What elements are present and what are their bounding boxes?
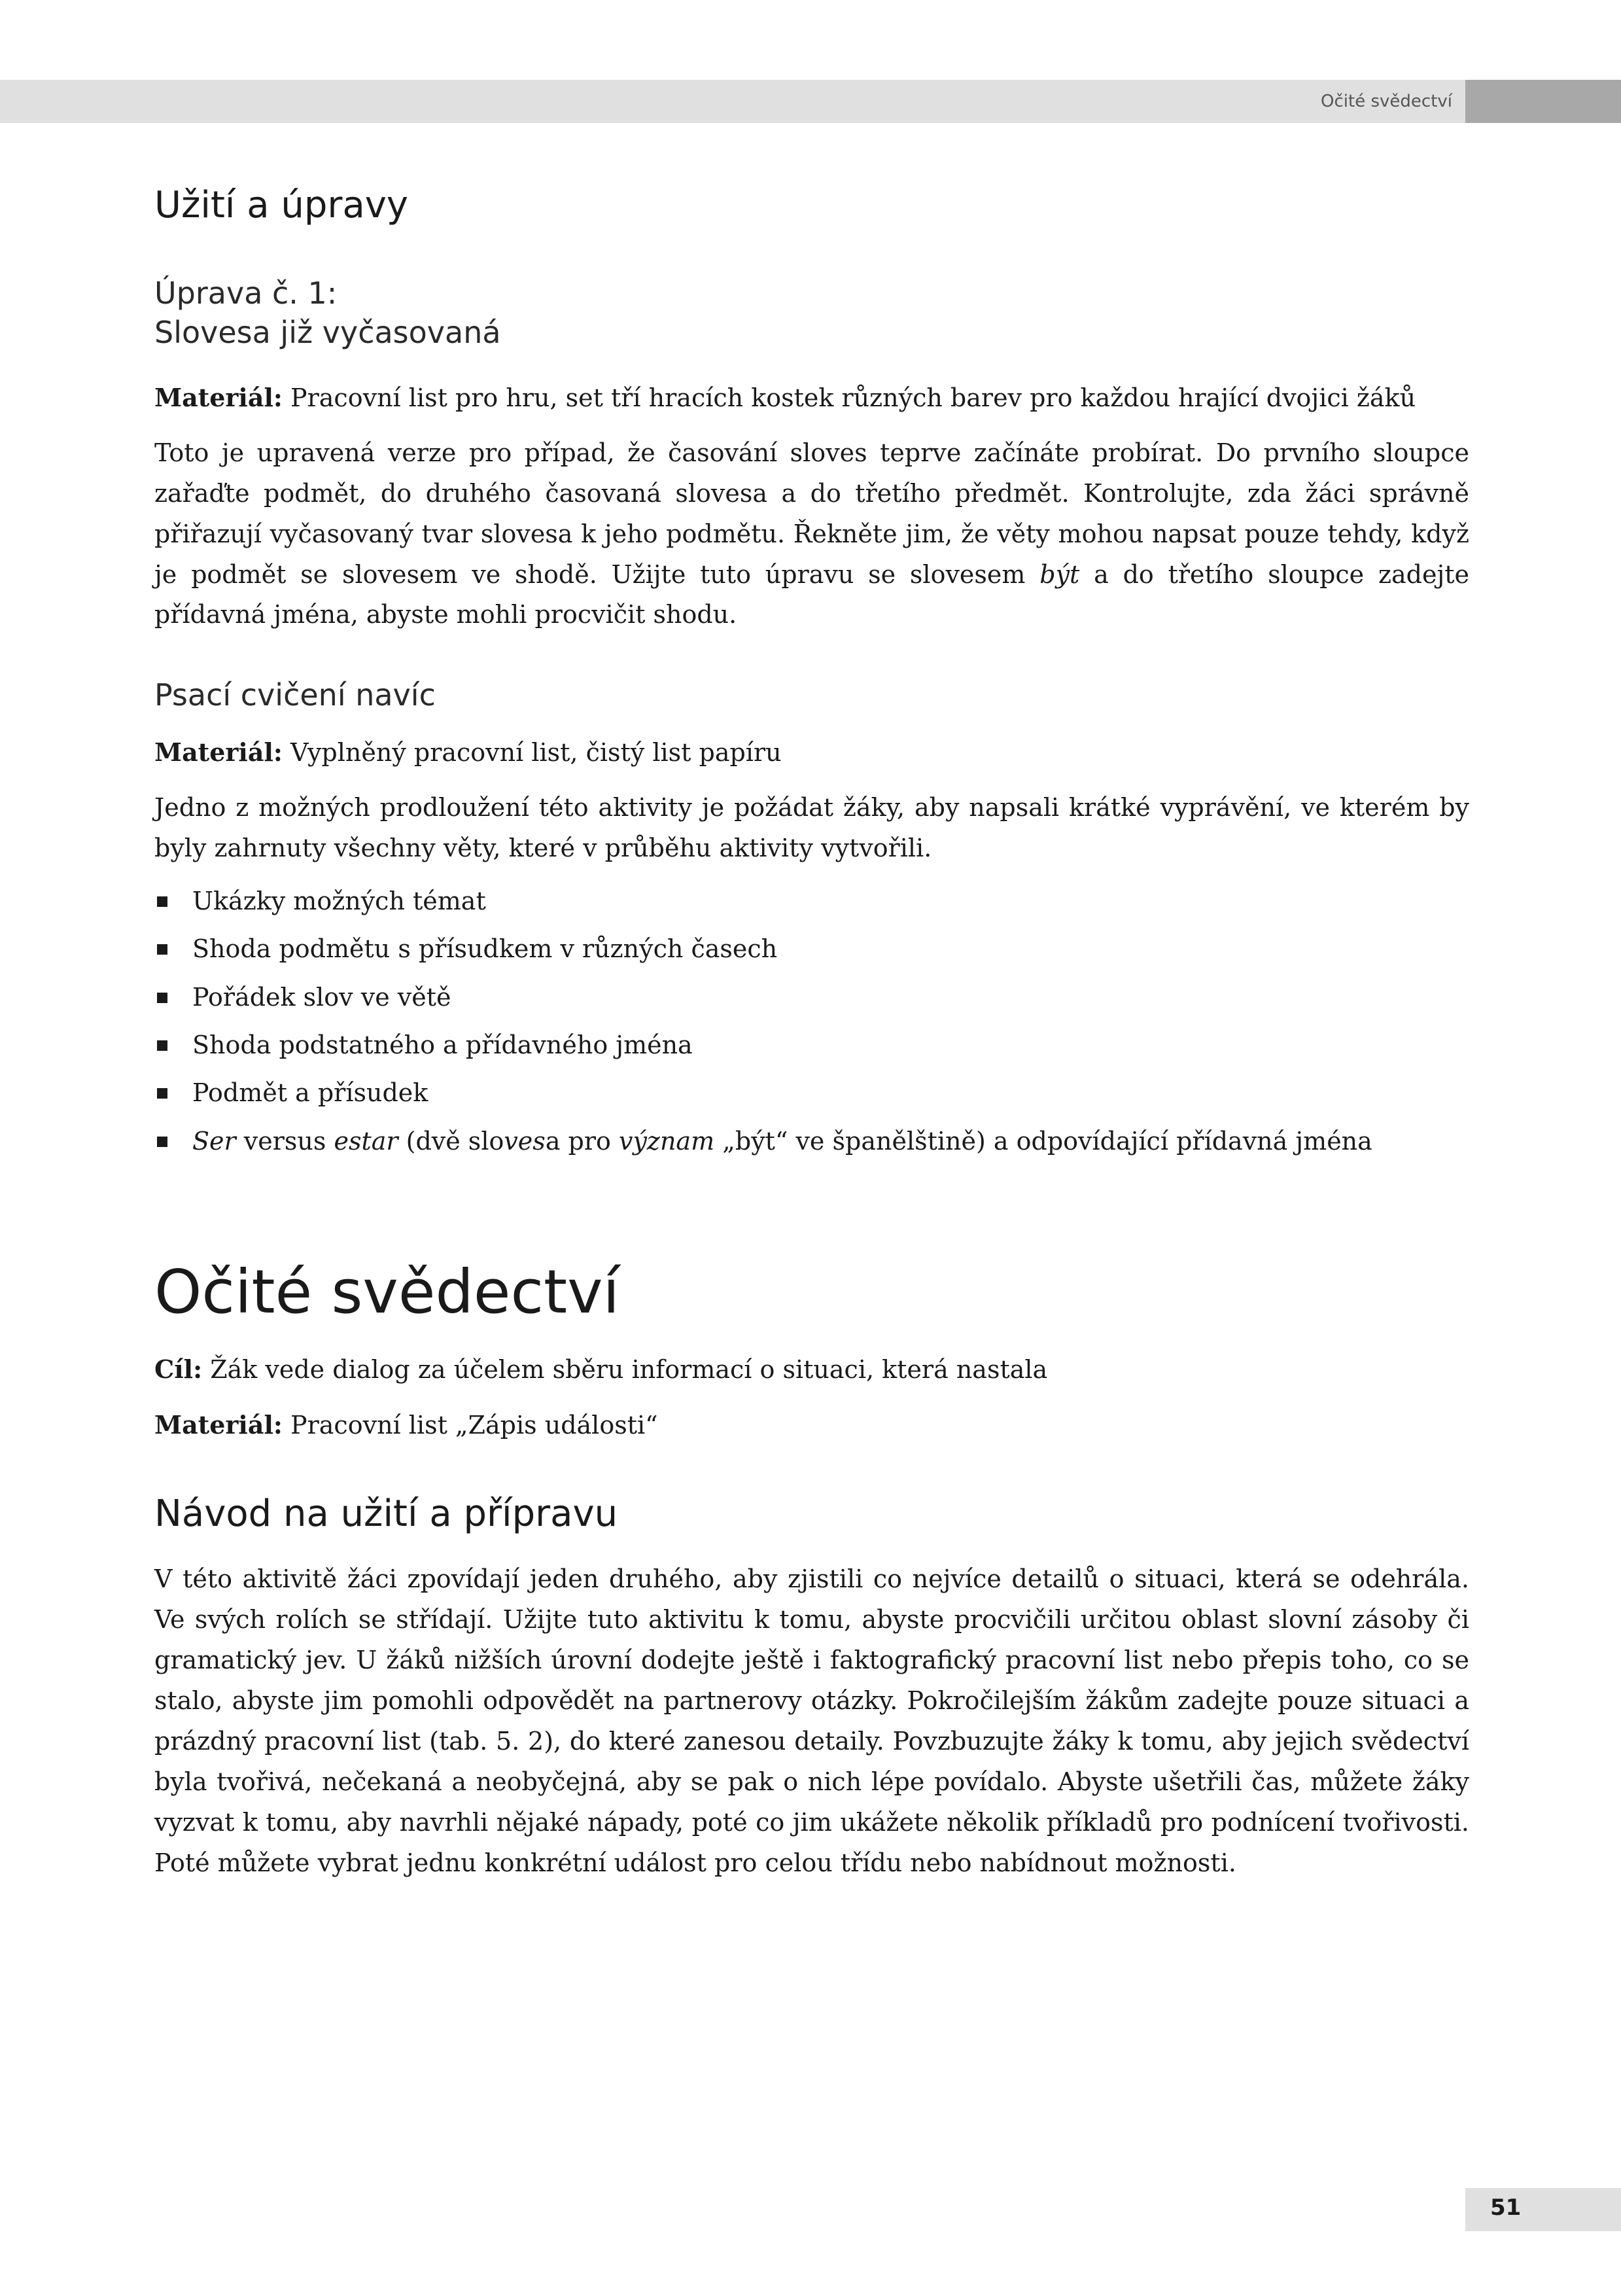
subsection-title-psaci: Psací cvičení navíc — [154, 677, 436, 713]
list-item — [154, 932, 1469, 966]
bullet-square-icon — [157, 944, 167, 955]
list-item-text: Pořádek slov ve větě — [192, 982, 451, 1012]
goal-line — [154, 1349, 1469, 1390]
topic-list — [154, 885, 1469, 1158]
goal-text: Žák vede dialog za účelem sběru informací o situaci, která nastala — [202, 1355, 1048, 1385]
running-header: Očité svědectví — [1321, 92, 1452, 111]
material-line-1 — [154, 378, 1469, 419]
list-item-text: Ukázky možných témat — [192, 887, 486, 916]
list-item — [154, 885, 1469, 918]
paragraph-psaci: Jedno z možných prodloužení této aktivity je požádat žáky, aby napsali krátké vyprávění, ve kterém by byly zahrnuty všechny věty, které v průběhu aktivity vytvořili. — [154, 793, 1469, 863]
list-item-text-italic: význam — [619, 1126, 715, 1156]
material-label: Materiál: — [154, 1410, 283, 1440]
subsection-title-uprava-line2: Slovesa již vyčasovaná — [154, 314, 501, 350]
list-item — [154, 1076, 1469, 1110]
bullet-square-icon — [157, 896, 167, 907]
list-item-text-italic: Ser — [192, 1126, 236, 1156]
page-number-box — [1465, 2188, 1621, 2231]
list-item — [154, 981, 1469, 1014]
list-item-text-italic: ves — [504, 1126, 546, 1156]
list-item-text: Shoda podstatného a přídavného jména — [192, 1030, 693, 1059]
subsection-title-uprava-line1: Úprava č. 1: — [154, 275, 338, 311]
header-bar — [0, 80, 1465, 123]
section-title-navod: Návod na užití a přípravu — [154, 1492, 618, 1536]
page-content — [154, 183, 1469, 1909]
section-title-uziti: Užití a úpravy — [154, 184, 409, 226]
goal-label: Cíl: — [154, 1354, 203, 1385]
bullet-square-icon — [157, 1137, 167, 1147]
bullet-square-icon — [157, 1040, 167, 1051]
paragraph-uprava-italic: být — [1039, 559, 1080, 589]
list-item-text: versus — [235, 1126, 334, 1156]
list-item-text: Podmět a přísudek — [192, 1078, 428, 1108]
material-label: Materiál: — [154, 382, 283, 412]
material-line-2 — [154, 732, 1469, 773]
material-label: Materiál: — [154, 737, 283, 768]
chapter-title: Očité svědectví — [154, 1256, 620, 1327]
material-line-3 — [154, 1405, 1469, 1446]
paragraph-uprava — [154, 433, 1469, 636]
list-item-text: a pro — [545, 1126, 619, 1156]
header-tab — [1465, 80, 1621, 123]
list-item — [154, 1125, 1469, 1158]
list-item-text-italic: estar — [334, 1126, 398, 1156]
list-item — [154, 1029, 1469, 1062]
list-item-text: (dvě slo — [398, 1126, 504, 1156]
paragraph-navod: V této aktivitě žáci zpovídají jeden druhého, aby zjistili co nejvíce detailů o situaci, která se odehrála. Ve svých rolích se střídají. Užijte tuto aktivitu k tomu, abyste procvičili určitou oblast slovní zásoby či gramatický jev. U žáků nižších úrovní dodejte ještě i faktografický pracovní list nebo přepis toho, co se stalo, abyste jim pomohli odpovědět na partnerovy otázky. Pokročilejším žákům zadejte pouze situaci a prázdný pracovní list (tab. 5. 2), do které zanesou detaily. Povzbuzujte žáky k tomu, aby jejich svědectví byla tvořivá, nečekaná a neobyčejná, aby se pak o nich lépe povídalo. Abyste ušetřili čas, můžete žáky vyzvat k tomu, aby navrhli nějaké nápady, poté co jim ukážete několik příkladů pro podnícení tvořivosti. Poté můžete vybrat jednu konkrétní událost pro celou třídu nebo nabídnout možnosti. — [154, 1564, 1469, 1877]
material-text: Pracovní list „Zápis události“ — [282, 1411, 658, 1440]
material-text: Vyplněný pracovní list, čistý list papíru — [282, 738, 782, 768]
paragraph-uprava-part2: a do třetího sloupce zadejte přídavná jména, abyste mohli procvičit shodu. — [154, 559, 1469, 629]
bullet-square-icon — [157, 1088, 167, 1099]
bullet-square-icon — [157, 993, 167, 1003]
list-item-text: „být“ ve španělštině) a odpovídající přídavná jména — [714, 1126, 1372, 1156]
paragraph-uprava-part1: Toto je upravená verze pro případ, že časování sloves teprve začínáte probírat. Do prvního sloupce zařaďte podmět, do druhého časovaná slovesa a do třetího předmět. Kontrolujte, zda žáci správně přiřazují vyčasovaný tvar slovesa k jeho podmětu. Řekněte jim, že věty mohou napsat pouze tehdy, když je podmět se slovesem ve shodě. Užijte tuto úpravu se slovesem — [154, 438, 1469, 589]
page-number: 51 — [1490, 2195, 1522, 2221]
material-text: Pracovní list pro hru, set tří hracích kostek různých barev pro každou hrající dvojici žáků — [282, 383, 1416, 412]
list-item-text: Shoda podmětu s přísudkem v různých časech — [192, 934, 778, 964]
